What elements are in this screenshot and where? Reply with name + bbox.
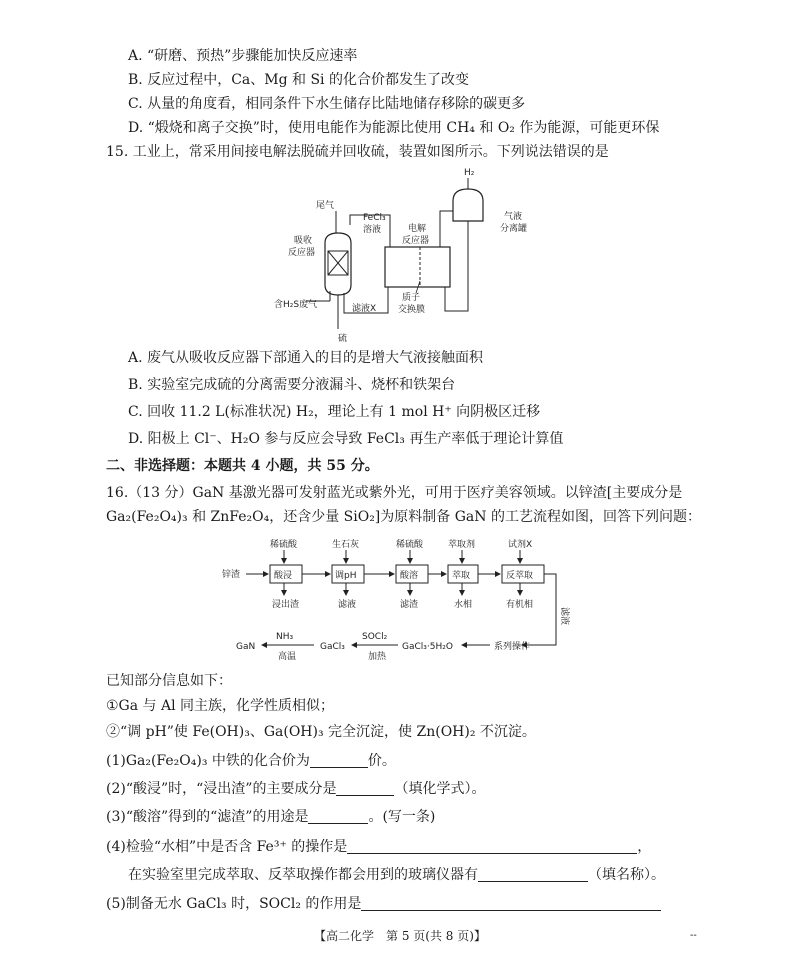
diagram-fecl3-label-1: FeCl₃: [363, 213, 386, 223]
q16-part-5: [106, 895, 661, 913]
q16-part-4: [106, 838, 651, 856]
q14-option-c: C. 从量的角度看，相同条件下水生储存比陆地储存移除的碳更多: [128, 96, 526, 112]
electrolyzer-box: [385, 247, 450, 287]
q16-part-1-prompt: (1)Ga₂(Fe₂O₄)₃ 中铁的化合价为: [106, 753, 310, 769]
q16-stem-line2: Ga₂(Fe₂O₄)₃ 和 ZnFe₂O₄，还含少量 SiO₂]为原料制备 GaN 的工艺流程如图，回答下列问题：: [106, 509, 701, 525]
q16-part-4b-answer-blank: [478, 867, 588, 882]
flow-step-5-label: 反萃取: [506, 571, 534, 581]
flow-high-temp: 高温: [278, 652, 297, 662]
flow-output-4: 水相: [454, 600, 473, 610]
diagram-absorber-label-1: 吸收: [294, 236, 313, 246]
flow-series-operation: 系列操作: [494, 642, 531, 652]
q16-part-3: [106, 808, 435, 826]
q16-part-2-prompt: (2)“酸浸”时，“浸出渣”的主要成分是: [106, 781, 337, 797]
flow-reagent-1: 稀硫酸: [270, 540, 298, 550]
q16-part-3-prompt: (3)“酸溶”得到的“滤渣”的用途是: [106, 809, 309, 825]
flow-output-5: 有机相: [506, 600, 534, 610]
flow-output-3: 滤渣: [400, 600, 419, 610]
flow-output-1: 浸出渣: [272, 600, 300, 610]
q16-part-4b: [128, 866, 665, 884]
q16-part-1-suffix: 价。: [367, 753, 396, 769]
flow-nh3: NH₃: [276, 632, 294, 642]
diagram-waste-gas-label: 含H₂S废气: [274, 300, 318, 310]
q16-part-2: [106, 780, 485, 798]
q16-part-4b-prompt: 在实验室里完成萃取、反萃取操作都会用到的玻璃仪器有: [128, 867, 478, 883]
q16-part-4-answer-blank: [347, 839, 637, 854]
q16-part-5-prompt: (5)制备无水 GaCl₃ 时，SOCl₂ 的作用是: [106, 896, 362, 912]
q14-option-b: B. 反应过程中，Ca、Mg 和 Si 的化合价都发生了改变: [128, 72, 469, 88]
q15-option-b: B. 实验室完成硫的分离需要分液漏斗、烧杯和铁架台: [128, 377, 456, 393]
page-footer: 【高二化学 第 5 页(共 8 页)】: [314, 929, 486, 943]
q16-part-4-prompt: (4)检验“水相”中是否含 Fe³⁺ 的操作是: [106, 839, 348, 855]
q16-info-2: ②“调 pH”使 Fe(OH)₃、Ga(OH)₃ 完全沉淀，使 Zn(OH)₂ 不沉淀。: [106, 724, 536, 740]
q15-stem: 15. 工业上，常采用间接电解法脱硫并回收硫，装置如图所示。下列说法错误的是: [106, 144, 609, 160]
flow-step-4-label: 萃取: [452, 571, 471, 581]
diagram-separator-label-2: 分离罐: [500, 224, 528, 234]
q16-stem-line1: 16.（13 分）GaN 基激光器可发射蓝光或紫外光，可用于医疗美容领域。以锌渣[主要成分是: [106, 485, 683, 501]
flow-gacl3: GaCl₃: [320, 642, 345, 652]
flow-reagent-4: 萃取剂: [448, 540, 476, 550]
diagram-h2-label: H₂: [464, 168, 475, 178]
q16-process-flow-diagram: [200, 535, 600, 665]
flow-reagent-3: 稀硫酸: [396, 540, 424, 550]
q16-part-1-answer-blank: [310, 753, 368, 768]
q16-part-4-suffix: ，: [637, 839, 652, 855]
q14-option-d: D. “煅烧和离子交换”时，使用电能作为能源比使用 CH₄ 和 O₂ 作为能源，可能更环保: [128, 120, 660, 136]
q16-part-5-answer-blank: [361, 896, 661, 911]
diagram-sulfur-label: 硫: [338, 334, 348, 344]
q15-option-d: D. 阳极上 Cl⁻、H₂O 参与反应会导致 FeCl₃ 再生产率低于理论计算值: [128, 431, 564, 447]
q16-part-4b-suffix: （填名称）。: [588, 867, 665, 883]
flow-reagent-2: 生石灰: [332, 540, 360, 550]
flow-output-2: 滤液: [338, 600, 357, 610]
q16-info-1: ①Ga 与 Al 同主族，化学性质相似；: [106, 698, 335, 714]
separator-tank: [453, 189, 483, 221]
flow-step-1-label: 酸浸: [274, 571, 293, 581]
q15-apparatus-diagram: [270, 163, 530, 345]
flow-gacl3-hydrate: GaCl₃·5H₂O: [402, 642, 453, 652]
q16-part-3-answer-blank: [308, 809, 368, 824]
q14-option-a: A. “研磨、预热”步骤能加快反应速率: [128, 48, 358, 64]
q16-known-heading: 已知部分信息如下：: [106, 673, 232, 689]
diagram-absorber-label-2: 反应器: [288, 248, 316, 258]
diagram-filtrate-label: 滤液X: [352, 304, 377, 314]
corner-mark: --: [690, 930, 697, 941]
diagram-separator-label-1: 气液: [504, 212, 523, 222]
diagram-membrane-label-2: 交换膜: [398, 305, 426, 315]
q16-part-2-suffix: （填化学式）。: [394, 781, 486, 797]
flow-heat: 加热: [368, 652, 387, 662]
q15-option-c: C. 回收 11.2 L(标准状况) H₂，理论上有 1 mol H⁺ 向阴极区迁移: [128, 404, 541, 420]
flow-socl2: SOCl₂: [362, 632, 388, 642]
q16-part-1: [106, 752, 396, 770]
flow-step-3-label: 酸溶: [400, 571, 419, 581]
q16-part-3-suffix: 。(写一条): [368, 809, 436, 825]
diagram-electrolyzer-label-1: 电解: [408, 224, 427, 234]
flow-reagent-5: 试剂X: [508, 540, 533, 550]
flow-gan-product: GaN: [236, 642, 256, 652]
flow-start-material: 锌渣: [222, 570, 241, 580]
q16-part-2-answer-blank: [336, 781, 394, 796]
diagram-electrolyzer-label-2: 反应器: [402, 236, 430, 246]
section-heading: 二、非选择题：本题共 4 小题，共 55 分。: [106, 458, 379, 474]
diagram-tail-gas-label: 尾气: [316, 201, 335, 211]
diagram-membrane-label-1: 质子: [402, 293, 421, 303]
flow-side-filtrate: 滤液: [559, 607, 569, 626]
q15-option-a: A. 废气从吸收反应器下部通入的目的是增大气液接触面积: [128, 350, 484, 366]
flow-step-2-label: 调pH: [335, 571, 357, 581]
diagram-fecl3-label-2: 溶液: [363, 225, 382, 235]
